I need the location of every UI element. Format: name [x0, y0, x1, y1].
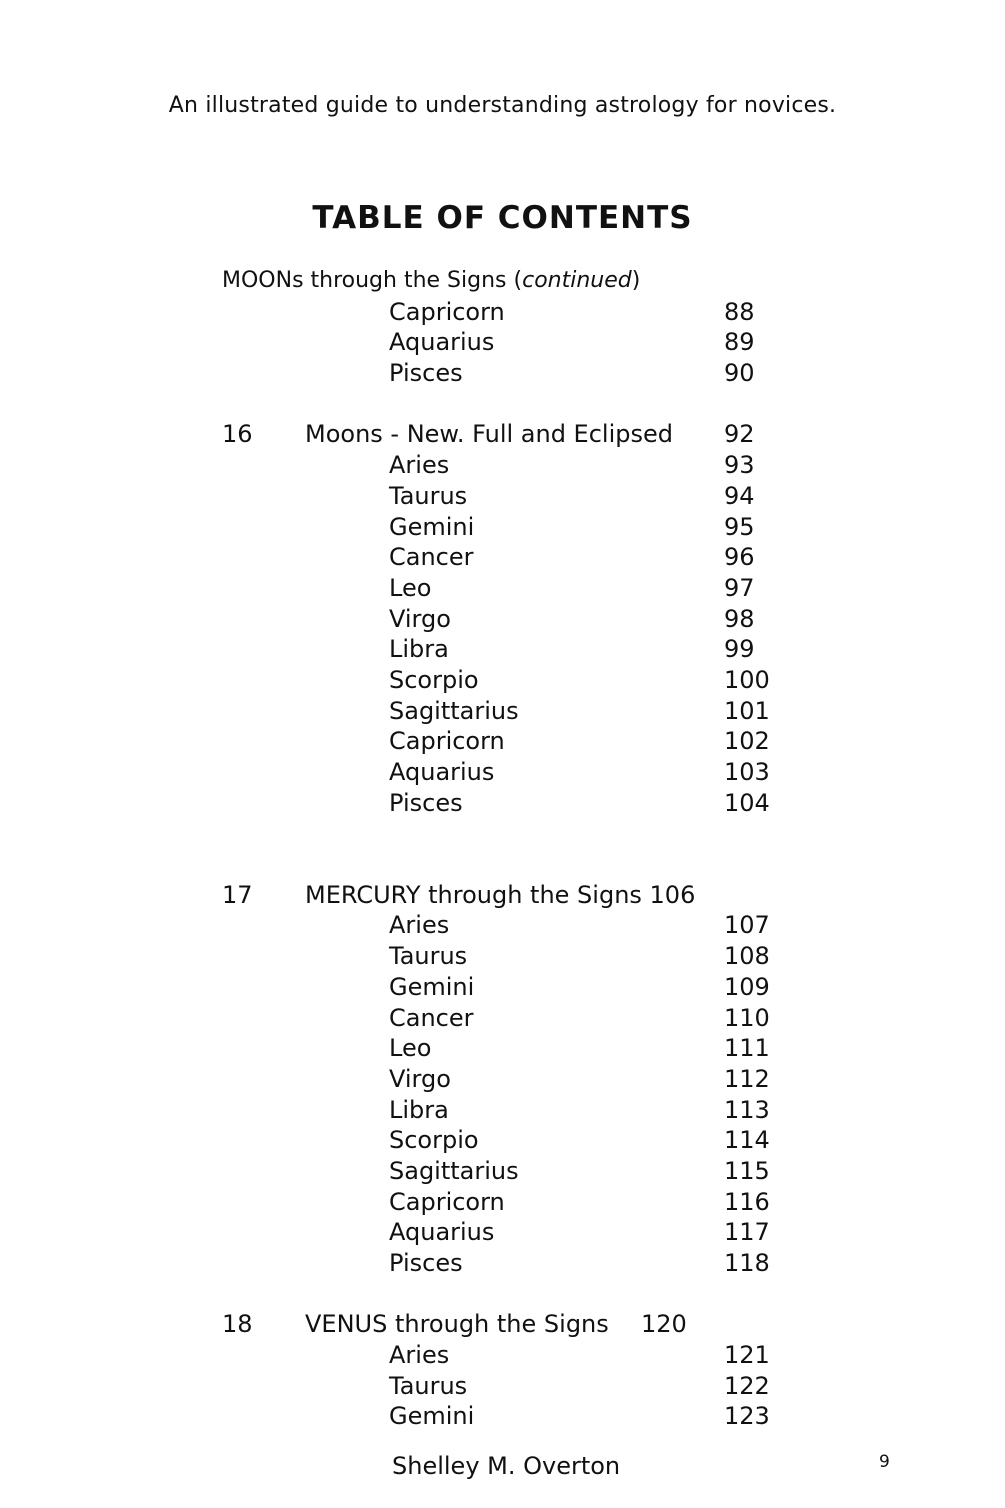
- toc-chapter-17[interactable]: [0, 880, 1005, 911]
- toc-chapter-16[interactable]: [0, 419, 1005, 450]
- toc-continued-heading: [0, 266, 1005, 297]
- toc-entry[interactable]: [0, 1095, 1005, 1126]
- entry-page: 110: [724, 1003, 770, 1032]
- entry-page: 101: [724, 696, 770, 725]
- entry-page: 123: [724, 1402, 770, 1431]
- entry-page: 95: [724, 512, 755, 541]
- entry-label: Libra: [389, 635, 449, 664]
- entry-page: 94: [724, 481, 755, 510]
- toc-entry[interactable]: [0, 1187, 1005, 1218]
- toc-entry[interactable]: [0, 327, 1005, 358]
- entry-page: 113: [724, 1095, 770, 1124]
- toc-entry[interactable]: [0, 910, 1005, 941]
- entry-page: 122: [724, 1371, 770, 1400]
- toc-entry[interactable]: [0, 696, 1005, 727]
- toc-entry[interactable]: [0, 665, 1005, 696]
- entry-label: Cancer: [389, 543, 474, 572]
- entry-label: Sagittarius: [389, 1156, 519, 1185]
- entry-label: Cancer: [389, 1003, 474, 1032]
- toc-entry[interactable]: [0, 1156, 1005, 1187]
- toc-entry[interactable]: [0, 726, 1005, 757]
- chapter-number: 18: [222, 1310, 253, 1339]
- entry-label: Aquarius: [389, 1218, 495, 1247]
- table-of-contents: [0, 266, 1005, 1432]
- footer-author: Shelley M. Overton: [392, 1452, 621, 1480]
- toc-entry[interactable]: [0, 1064, 1005, 1095]
- entry-page: 97: [724, 573, 755, 602]
- toc-entry[interactable]: [0, 1003, 1005, 1034]
- entry-label: Gemini: [389, 512, 475, 541]
- entry-label: Gemini: [389, 1402, 475, 1431]
- toc-entry[interactable]: [0, 1217, 1005, 1248]
- entry-label: Virgo: [389, 1064, 451, 1093]
- entry-page: 116: [724, 1187, 770, 1216]
- chapter-number: 17: [222, 880, 253, 909]
- footer-page-number: 9: [879, 1452, 890, 1472]
- entry-page: 117: [724, 1218, 770, 1247]
- entry-label: Taurus: [389, 1371, 468, 1400]
- toc-entry[interactable]: [0, 573, 1005, 604]
- toc-entry[interactable]: [0, 1371, 1005, 1402]
- toc-entry[interactable]: [0, 542, 1005, 573]
- toc-entry[interactable]: [0, 450, 1005, 481]
- entry-label: Sagittarius: [389, 696, 519, 725]
- toc-entry[interactable]: [0, 1340, 1005, 1371]
- entry-label: Gemini: [389, 972, 475, 1001]
- chapter-title: MERCURY through the Signs 106: [305, 880, 696, 909]
- page-title: TABLE OF CONTENTS: [312, 200, 693, 236]
- entry-page: 88: [724, 297, 755, 326]
- entry-label: Taurus: [389, 942, 468, 971]
- entry-label: Taurus: [389, 481, 468, 510]
- entry-label: Pisces: [389, 788, 463, 817]
- entry-page: 109: [724, 972, 770, 1001]
- entry-page: 89: [724, 328, 755, 357]
- entry-label: Scorpio: [389, 1126, 479, 1155]
- chapter-page: 92: [724, 420, 755, 449]
- chapter-number: 16: [222, 420, 253, 449]
- toc-entry[interactable]: [0, 481, 1005, 512]
- toc-entry[interactable]: [0, 757, 1005, 788]
- entry-page: 108: [724, 942, 770, 971]
- toc-entry[interactable]: [0, 297, 1005, 328]
- entry-page: 114: [724, 1126, 770, 1155]
- entry-label: Aries: [389, 451, 450, 480]
- entry-label: Aries: [389, 1341, 450, 1370]
- toc-entry[interactable]: [0, 1248, 1005, 1279]
- continued-note: continued: [522, 268, 632, 293]
- entry-label: Scorpio: [389, 665, 479, 694]
- toc-entry[interactable]: [0, 604, 1005, 635]
- entry-page: 104: [724, 788, 770, 817]
- toc-entry[interactable]: [0, 788, 1005, 819]
- entry-page: 118: [724, 1249, 770, 1278]
- chapter-title: Moons - New. Full and Eclipsed: [305, 420, 673, 449]
- entry-label: Leo: [389, 1034, 432, 1063]
- entry-page: 107: [724, 911, 770, 940]
- entry-label: Aries: [389, 911, 450, 940]
- entry-page: 98: [724, 604, 755, 633]
- toc-entry[interactable]: [0, 941, 1005, 972]
- toc-entry[interactable]: [0, 972, 1005, 1003]
- entry-label: Virgo: [389, 604, 451, 633]
- toc-entry[interactable]: [0, 1033, 1005, 1064]
- toc-entry[interactable]: [0, 1125, 1005, 1156]
- entry-label: Leo: [389, 573, 432, 602]
- entry-page: 121: [724, 1341, 770, 1370]
- chapter-page: 120: [641, 1310, 687, 1339]
- toc-chapter-18[interactable]: [0, 1309, 1005, 1340]
- entry-label: Aquarius: [389, 758, 495, 786]
- entry-label: Aquarius: [389, 328, 495, 357]
- entry-page: 93: [724, 451, 755, 480]
- entry-page: 90: [724, 359, 755, 388]
- toc-entry[interactable]: [0, 1401, 1005, 1432]
- entry-label: Pisces: [389, 1249, 463, 1278]
- entry-page: 115: [724, 1156, 770, 1185]
- chapter-title: VENUS through the Signs: [305, 1310, 609, 1339]
- entry-page: 103: [724, 758, 770, 786]
- entry-label: Capricorn: [389, 1187, 505, 1216]
- continued-close: ): [631, 268, 641, 293]
- toc-entry[interactable]: [0, 634, 1005, 665]
- entry-page: 96: [724, 543, 755, 572]
- entry-page: 99: [724, 635, 755, 664]
- toc-entry[interactable]: [0, 358, 1005, 389]
- entry-label: Libra: [389, 1095, 449, 1124]
- entry-label: Capricorn: [389, 297, 505, 326]
- continued-title: MOONs through the Signs (: [222, 268, 523, 293]
- entry-page: 100: [724, 665, 770, 694]
- toc-entry[interactable]: [0, 512, 1005, 543]
- entry-label: Capricorn: [389, 727, 505, 756]
- entry-page: 102: [724, 727, 770, 756]
- entry-label: Pisces: [389, 359, 463, 388]
- entry-page: 112: [724, 1064, 770, 1093]
- book-subtitle: An illustrated guide to understanding astrology for novices.: [168, 93, 837, 118]
- entry-page: 111: [724, 1034, 770, 1063]
